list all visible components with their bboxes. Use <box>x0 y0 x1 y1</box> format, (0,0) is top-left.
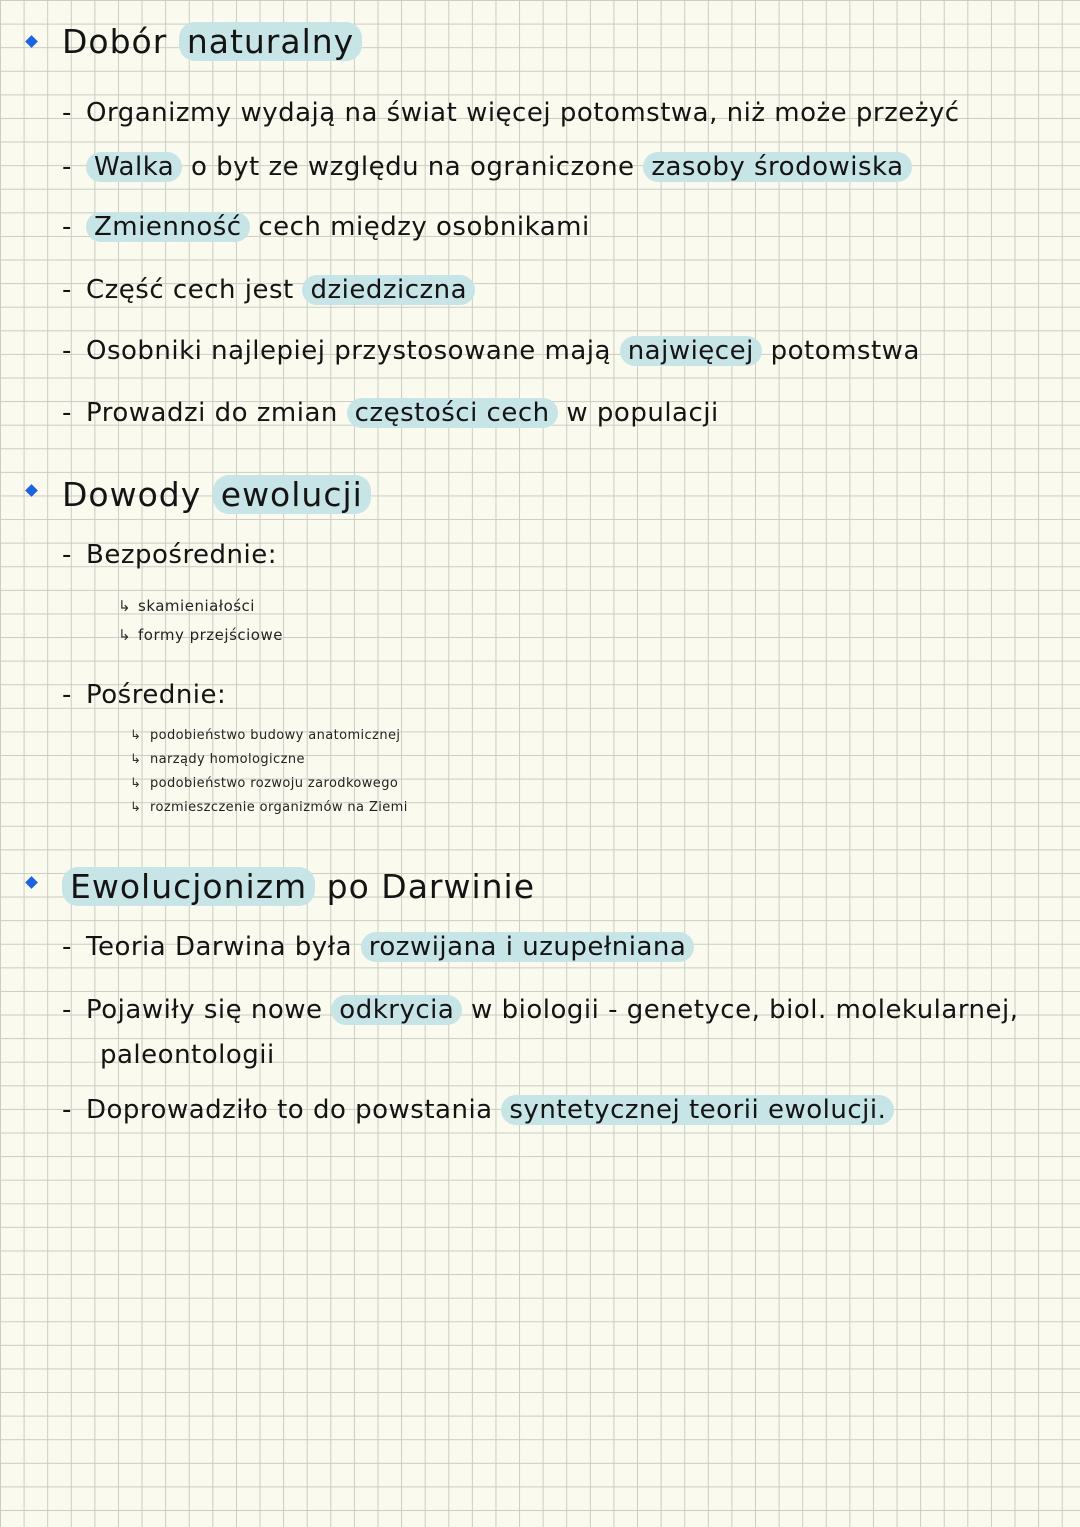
arrow-icon: ↳ <box>130 776 142 791</box>
item-highlight: syntetycznej teorii ewolucji. <box>501 1095 894 1125</box>
item-text: cech między osobnikami <box>249 212 590 242</box>
sub-item-text: rozmieszczenie organizmów na Ziemi <box>150 800 408 815</box>
arrow-icon: ↳ <box>130 728 142 743</box>
item-highlight: odkrycia <box>331 995 462 1025</box>
sub-item-text: narządy homologiczne <box>150 752 305 767</box>
sub-item-text: podobieństwo budowy anatomicznej <box>150 728 401 743</box>
sub-item <box>118 597 255 615</box>
sub-item <box>130 752 305 767</box>
item-highlight: Zmienność <box>86 212 250 242</box>
title-part: Dobór <box>62 22 168 61</box>
title-part: Dowody <box>62 475 202 514</box>
item-text: Prowadzi do zmian <box>86 398 347 428</box>
list-item: - Doprowadziło to do powstania syntetycznej teorii ewolucji. <box>62 1095 894 1125</box>
list-item: - Osobniki najlepiej przystosowane mają najwięcej potomstwa <box>62 336 920 366</box>
sub-item-text: skamieniałości <box>138 597 255 615</box>
subheading-text: Pośrednie: <box>86 680 227 710</box>
sub-item-text: podobieństwo rozwoju zarodkowego <box>150 776 399 791</box>
item-text: Doprowadziło to do powstania <box>86 1095 502 1125</box>
item-text: Teoria Darwina była <box>86 932 361 962</box>
list-item: - Teoria Darwina była rozwijana i uzupełniana <box>62 932 694 962</box>
arrow-icon: ↳ <box>118 597 132 615</box>
sub-item <box>130 728 400 743</box>
title-highlight: Ewolucjonizm <box>62 867 315 906</box>
title-highlight: ewolucji <box>213 475 371 514</box>
item-highlight: najwięcej <box>620 336 762 366</box>
sub-item <box>118 626 283 644</box>
item-highlight: dziedziczna <box>302 275 475 305</box>
arrow-icon: ↳ <box>118 626 132 644</box>
section-bullet-icon <box>25 876 38 889</box>
subheading-text: Bezpośrednie: <box>86 540 278 570</box>
list-item: - Organizmy wydają na świat więcej potomstwa, niż może przeżyć <box>62 98 960 128</box>
sub-item-text: formy przejściowe <box>138 626 283 644</box>
item-text: w populacji <box>557 398 719 428</box>
list-item: - Pojawiły się nowe odkrycia w biologii - genetyce, biol. molekularnej, <box>62 995 1019 1025</box>
item-highlight: Walka <box>86 152 182 182</box>
sub-item <box>130 800 408 815</box>
title-highlight: naturalny <box>179 22 362 61</box>
subheading-indirect: - Pośrednie: <box>62 680 227 710</box>
item-highlight: zasoby środowiska <box>643 152 911 182</box>
list-item: - Walka o byt ze względu na ograniczone zasoby środowiska <box>62 152 912 182</box>
item-text: Organizmy wydają na świat więcej potomstwa, niż może przeżyć <box>86 98 960 128</box>
list-item-continuation <box>100 1040 275 1070</box>
list-item: - Zmienność cech między osobnikami <box>62 212 590 242</box>
item-text: w biologii - genetyce, biol. molekularnej, <box>462 995 1019 1025</box>
section-title-dowody <box>62 475 371 514</box>
item-text: o byt ze względu na ograniczone <box>182 152 644 182</box>
subheading-direct: - Bezpośrednie: <box>62 540 278 570</box>
list-item: - Prowadzi do zmian częstości cech w populacji <box>62 398 719 428</box>
sub-item <box>130 776 398 791</box>
item-text: Część cech jest <box>86 275 303 305</box>
item-highlight: rozwijana i uzupełniana <box>361 932 695 962</box>
item-text: Osobniki najlepiej przystosowane mają <box>86 336 620 366</box>
list-item: - Część cech jest dziedziczna <box>62 275 475 305</box>
section-bullet-icon <box>25 35 38 48</box>
item-text: potomstwa <box>761 336 920 366</box>
item-text: paleontologii <box>100 1040 275 1070</box>
item-text: Pojawiły się nowe <box>86 995 332 1025</box>
section-bullet-icon <box>25 484 38 497</box>
title-part: po Darwinie <box>315 867 536 906</box>
section-title-dobor <box>62 22 362 61</box>
arrow-icon: ↳ <box>130 800 142 815</box>
section-title-ewolucjonizm <box>62 867 535 906</box>
item-highlight: częstości cech <box>347 398 558 428</box>
arrow-icon: ↳ <box>130 752 142 767</box>
